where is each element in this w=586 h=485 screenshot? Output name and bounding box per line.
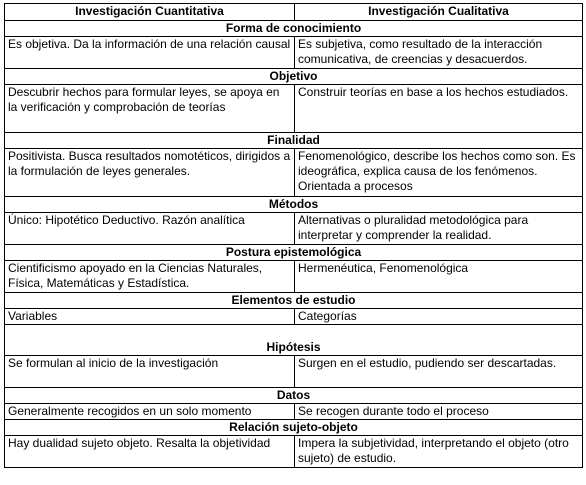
cell-cuantitativa: Positivista. Busca resultados nomotéticos, dirigidos a la formulación de leyes generales.	[5, 149, 295, 197]
cell-cuantitativa: Descubrir hechos para formular leyes, se apoya en la verificación y comprobación de teorías	[5, 85, 295, 133]
content-row	[5, 37, 583, 69]
content-row	[5, 261, 583, 293]
section-title-objetivo: Objetivo	[5, 69, 583, 85]
section-row	[5, 245, 583, 261]
cell-cualitativa: Impera la subjetividad, interpretando el objeto (otro sujeto) de estudio.	[295, 436, 583, 468]
section-title-elementos: Elementos de estudio	[5, 293, 583, 309]
cell-cuantitativa: Único: Hipotético Deductivo. Razón analítica	[5, 213, 295, 245]
content-row	[5, 404, 583, 420]
header-row	[5, 4, 583, 21]
cell-cuantitativa: Hay dualidad sujeto objeto. Resalta la objetividad	[5, 436, 295, 468]
cell-cualitativa: Es subjetiva, como resultado de la interacción comunicativa, de creencias y desacuerdos.	[295, 37, 583, 69]
section-title-postura: Postura epistemológica	[5, 245, 583, 261]
comparison-table	[4, 3, 583, 468]
cell-cualitativa: Categorías	[295, 309, 583, 325]
section-row	[5, 69, 583, 85]
header-cualitativa: Investigación Cualitativa	[295, 4, 583, 21]
cell-cualitativa: Alternativas o pluralidad metodológica para interpretar y comprender la realidad.	[295, 213, 583, 245]
section-row	[5, 388, 583, 404]
section-row	[5, 197, 583, 213]
content-row	[5, 356, 583, 388]
section-title-relacion: Relación sujeto-objeto	[5, 420, 583, 436]
content-row	[5, 309, 583, 325]
section-row	[5, 293, 583, 309]
section-title-forma: Forma de conocimiento	[5, 21, 583, 37]
content-row	[5, 85, 583, 133]
cell-cualitativa: Hermenéutica, Fenomenológica	[295, 261, 583, 293]
cell-cualitativa: Construir teorías en base a los hechos estudiados.	[295, 85, 583, 133]
cell-cualitativa: Surgen en el estudio, pudiendo ser descartadas.	[295, 356, 583, 388]
content-row	[5, 213, 583, 245]
section-title-hipotesis: Hipótesis	[5, 325, 583, 356]
cell-cuantitativa: Variables	[5, 309, 295, 325]
section-title-finalidad: Finalidad	[5, 133, 583, 149]
cell-cuantitativa: Generalmente recogidos en un solo momento	[5, 404, 295, 420]
cell-cuantitativa: Cientificismo apoyado en la Ciencias Naturales, Física, Matemáticas y Estadística.	[5, 261, 295, 293]
cell-cualitativa: Fenomenológico, describe los hechos como son. Es ideográfica, explica causa de los fenómenos. Orientada a procesos	[295, 149, 583, 197]
cell-cuantitativa: Se formulan al inicio de la investigación	[5, 356, 295, 388]
section-title-datos: Datos	[5, 388, 583, 404]
section-row	[5, 133, 583, 149]
section-title-metodos: Métodos	[5, 197, 583, 213]
cell-cualitativa: Se recogen durante todo el proceso	[295, 404, 583, 420]
header-cuantitativa: Investigación Cuantitativa	[5, 4, 295, 21]
content-row	[5, 436, 583, 468]
content-row	[5, 149, 583, 197]
cell-cuantitativa: Es objetiva. Da la información de una relación causal	[5, 37, 295, 69]
section-row	[5, 420, 583, 436]
section-row	[5, 21, 583, 37]
section-row	[5, 325, 583, 356]
